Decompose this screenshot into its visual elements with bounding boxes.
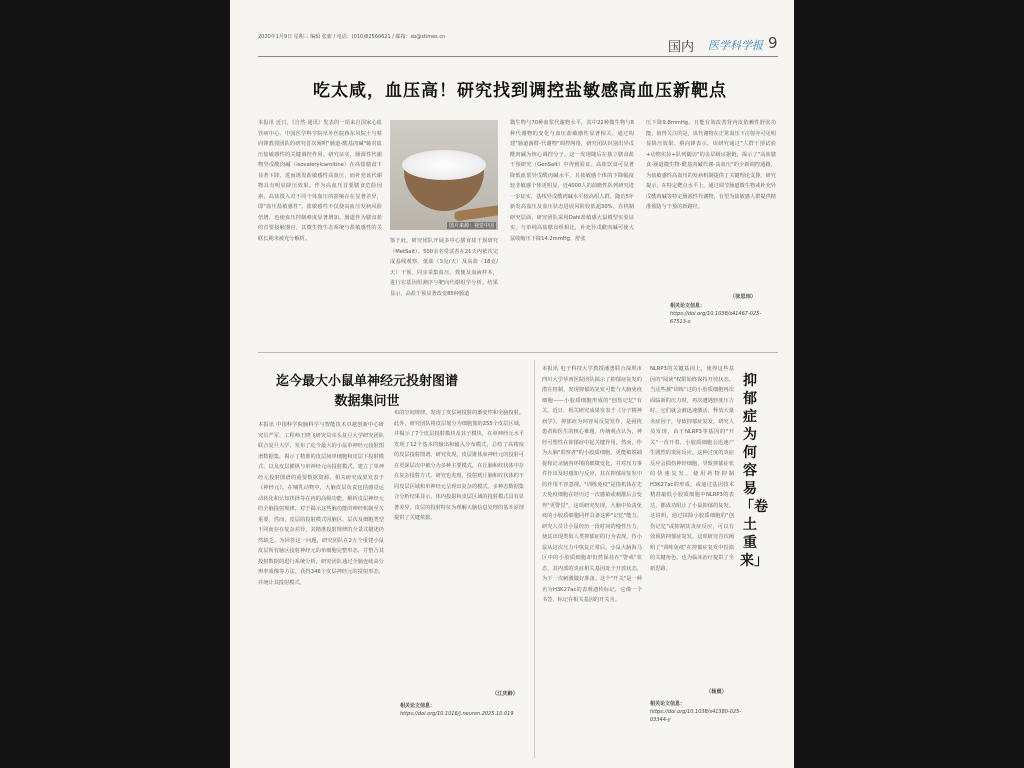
header-meta: 2020年1月9日 星期三 编辑 张新 / 电话：(010)82560621 / 邮箱：sb@stimes.cn: [258, 34, 446, 40]
article1-author: （张思玮）: [730, 294, 756, 300]
article2-reference-label: 相关论文信息：: [400, 703, 436, 709]
article2-column-2: 布的空间规律，发现了皮层间投射的渐变性和全脑投射。此外，研究团队将皮层划分为细胞簇的255个皮层区域，并揭示了7个皮层投射模块及其子模块，在单神经元水平发现了12个基本的输出和输入分布模式，总结了高精度的皮层投射图谱。研究发现，皮层锥体束神经元的投射可在更深层次中被分为多种主要模式，在丘脑和纹状体中存在复杂投射方式。研究也发现，投射到丘脑和纹状体的不同皮层区域和单神经元呈现出复杂的模式。多种态数据集合分析结果显示，体内投射和皮层区域的投射模式具有显著差异，皮层的投射特征为理解大脑信息处理的基本原理提供了关键依据。: [394, 410, 524, 521]
article1-column-3: 微生物与70种血浆代谢物水平，其中22种微生物与8种代谢物的变化与血压盐敏感性显著相关。通过构建"肠道菌群-代谢物"调控网络，研究团队识别出异戊酰肉碱为核心调控分子。这一发现随后在独立膳食盐干预研究（GenSalt）中得到验证。高盐饮食可显著降低血浆异戊酰肉碱水平，且盐敏感个体的下降幅度较非敏感个体更明显。近4000人的前瞻性队列研究进一步证实，基线异戊酰肉碱水平较高组人群，随访5年新发高血压及血压状态进展风险较低超30%。在机制研究层面，研究团队采用Dahl盐敏感大鼠模型实验证实，与单纯高盐膳食组相比，补充异戊酰肉碱可使大鼠收缩压下降14.2mmHg，舒张: [510, 120, 634, 242]
article1-reference: [670, 302, 770, 326]
brand-logo: 医学科学报: [708, 39, 763, 52]
article1-column-1: 本报讯 近日，《自然·通讯》发表的一项来自国家心血管病中心、中国医学科学院阜外医院蒋东风院士与蔡向锋教授团队的研究首次阐明"肠道-酰基肉碱"轴对血压盐敏感性的关键调控作用。研究证实，肠源性代谢物异戊酰肉碱（isovalerylcarnitine）在高盐膳食下显著下降，进而诱发盐敏感性高血压，而补充该代谢物具有明显降压效果。作为高血压首要膳食危险因素，高盐摄入对不同个体血压的影响存在显著差异，即"血压盐敏感性"。盐敏感性不仅使高血压发病风险倍增，也使血压控制难度显著增加。肠道作为膳食盐的首要接触器官，其微生物生态系统与盐敏感性的关联长期未被充分解析。: [258, 120, 382, 242]
newspaper-page: [230, 0, 794, 768]
article2-reference-link[interactable]: https://doi.org/10.1016/j.neuron.2025.10.019: [400, 711, 514, 717]
article2-headline: 迄今最大小鼠单神经元投射图谱数据集问世: [275, 374, 458, 409]
article3-headline: 抑郁症为何容易「卷土重来」: [740, 373, 768, 569]
page-number: 9: [768, 34, 778, 52]
article1-reference-label: 相关论文信息：: [670, 303, 706, 309]
page-header: [258, 34, 778, 56]
article3-reference-link[interactable]: https://doi.org/10.1038/s41380-025-03344-y: [650, 709, 742, 723]
article1-column-2: 鉴于此，研究团队开展多中心膳食盐干预研究（MetSalt）。500余名受试者在21天内依次完成基线观察、低盐（3克/天）及高盐（18克/天）干预，同步采集血压、粪便及血液样本，进行宏基因组测序与靶向代谢组学分析。结果显示，高盐干预显著改变85种肠道: [390, 238, 498, 297]
salt-bowl-photo: [390, 120, 498, 230]
header-divider: [258, 56, 778, 57]
article3-reference: [650, 700, 746, 724]
article3-author: （杨晨）: [706, 689, 727, 695]
article3-reference-label: 相关论文信息：: [650, 701, 686, 707]
section-divider: [258, 352, 778, 353]
section-label: 国内: [668, 40, 695, 55]
article2-column-1: 本报讯 中国科学院脑科学与智能技术卓越创新中心研究员严军、工程师王晓飞研究员牵头复旦大学研究团队联合复旦大学，发布了迄今最大的小鼠单神经元投射图谱数据集，揭示了精准的皮层间单细胞和皮层下投射模式，以及皮层横纵与单神经元向投射模式，建立了单神经元投射图谱的重要数据资源。相关研究成果发表于《神经元》。在哺乳动物中，大脑皮层负责包括感觉运动转化和认知抉择等在内的高级功能。解析皮层神经元的全脑投射规律，对于揭示这些脑功能的神经机制至关重要。然而，皮层的投射模式因脑区、层次及细胞类型不同而存在复杂差异，其精准投射规律的全景式描述仍然缺乏。为回答这一问题，研究团队在2万个重建小鼠皮层所有脑区投射神经元的单细胞完整形态，并整合其投射数据的进行系统分析。研究团队通过全脑连续高分辨率成像等方法，获得346个皮层神经元的投射形态，并统计其投射模式。: [258, 422, 384, 586]
article1-reference-link[interactable]: https://doi.org/10.1038/s41467-025-67513-x: [670, 311, 762, 325]
salt-shape: [402, 150, 486, 180]
left-background: [0, 0, 230, 768]
article1-column-4: 压下降9.8mmHg。且能有效改善肾内皮依赖性舒张功能，值得关注的是，该代谢物在正常血压下注射亦可见明显降压效果。蔡向锋表示，该研究通过"人群干预试验+动物实验+队列随访"的多层级证据链，揭示了"高盐膳食-肠道微生物-酰基肉碱代谢-高血压"的全新调控通路，为盐敏感性高血压的发病机制提供了关键理论支撑。研究提示，在特定靶点水平上，通过调节肠道微生物或补充异戊酰肉碱等特定肠源性代谢物，有望为盐敏感人群提供精准预防与干预的新路径。: [646, 120, 776, 210]
article2-reference: [400, 702, 524, 718]
article3-column-2: NLRP3的关键基因上，使得这些基因的"阅读"权限始终保持开放状态。当这些被"训练"过的小胶质细胞再次面临新的压力时，再次遭遇轻度压力时，它们就会被迅速激活，释放大量炎症因子，导致抑郁症复发。研究人员发现，由于NLRP3等基因的"开关"一直开着，小胶质细胞会迅速产生剧烈的炎症反应。这种过度的炎症反应会损伤神经细胞，导致抑郁症状的快速复发。使用药物抑制H3K27ac的形成，或通过基因技术精准敲低小胶质细胞中NLRP3的表达，都成功阻止了小鼠抑郁的复发。这说明，通过抹除小胶质细胞的"创伤记忆"或抑制其炎症反应，可以有效预防抑郁症复发。这项研究首次阐明了"训练免疫"在抑郁症复发中扮演的关键角色，也为临床治疗提供了全新思路。: [650, 366, 734, 572]
article1-headline: 吃太咸，血压高！研究找到调控盐敏感高血压新靶点: [313, 81, 727, 101]
column-divider: [534, 360, 535, 758]
article3-column-1: 本报讯 电子科技大学教授潘勇联合深圳市四川大学华西医院团队揭示了抑郁症复发的潜在机制，发现抑郁的复发可能与大脑免疫细胞——小胶质细胞形成的"创伤记忆"有关。近日，相关研究成果发表于《分子精神病学》。抑郁症为何容易反复发作，是困扰患者和医生的核心难题。传统观点认为，神经可塑性在抑郁症中起关键作用。然而，作为大脑"监察者"的小胶质细胞，更能敏锐捕捉和记录脑内环境的细微变化，并对压力事件作出及时感知与反应，其在抑郁症复发中的作用不容忽视。"训练免疫"是指机体在先天免疫细胞在经历过一次感染或刺激后会变得"更警觉"，这项研究发现，大脑中负责免疫的小胶质细胞同样具备这种"记忆"能力。研究人员让小鼠经历一段时间的慢性压力，使其出现类似人类抑郁症的行为表现，待小鼠从这次压力中恢复正常后，小鼠大脑海马区中的小胶质细胞却仍然保持在"警戒"状态，其内部的炎症相关基因处于开放状态，为下一次刺激做好准备。这个"开关"是一种名为H3K27ac的表观遗传标记，它像一个书签，标记在相关基因的开关旁。: [542, 366, 642, 603]
photo-caption: 图片来源：视觉中国: [448, 223, 494, 229]
article2-author: （江庆龄）: [492, 691, 518, 697]
right-background: [794, 0, 1024, 768]
